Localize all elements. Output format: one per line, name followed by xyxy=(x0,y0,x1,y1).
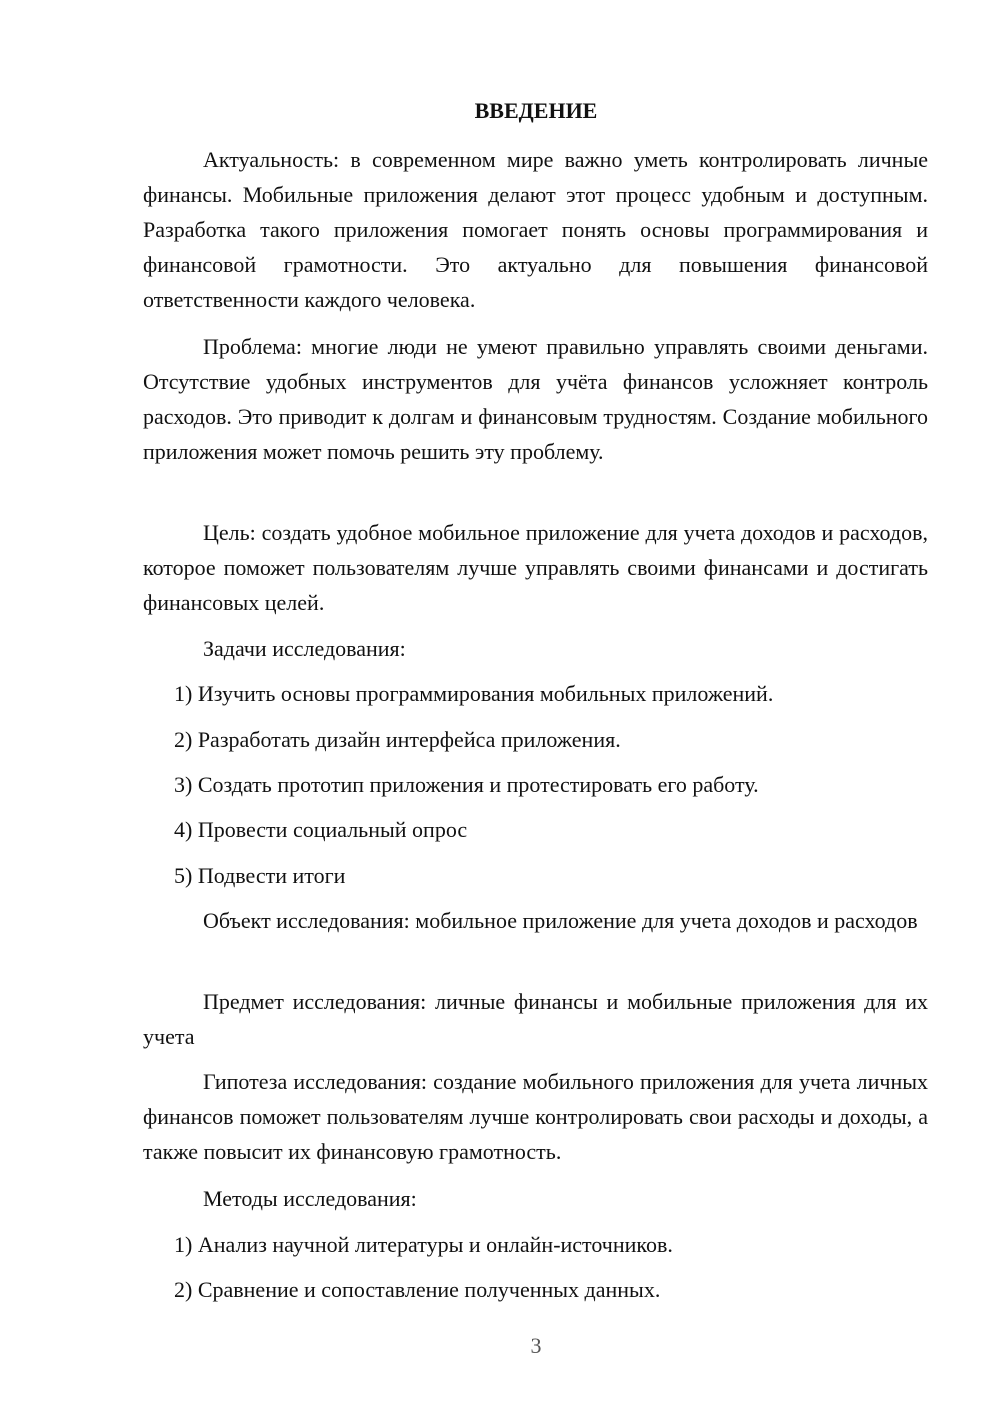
task-item: 2) Разработать дизайн интерфейса приложения. xyxy=(174,727,621,752)
tasks-heading: Задачи исследования: xyxy=(203,636,406,661)
task-item: 4) Провести социальный опрос xyxy=(174,817,468,842)
paragraph-relevance: Актуальность: в современном мире важно уметь контролировать личные финансы. Мобильные приложения делают этот процесс удобным и доступным. Разработка такого приложения помогает понять основы программирования и финансовой грамотности. Это актуально для повышения финансовой ответственности каждого человека. xyxy=(143,147,928,312)
paragraph-problem: Проблема: многие люди не умеют правильно управлять своими деньгами. Отсутствие удобных инструментов для учёта финансов усложняет контроль расходов. Это приводит к долгам и финансовым трудностям. Создание мобильного приложения может помочь решить эту проблему. xyxy=(143,334,928,464)
method-item: 1) Анализ научной литературы и онлайн-источников. xyxy=(174,1232,673,1257)
page-number: 3 xyxy=(530,1333,542,1358)
task-item: 3) Создать прототип приложения и протестировать его работу. xyxy=(174,772,759,797)
paragraph-hypothesis: Гипотеза исследования: создание мобильного приложения для учета личных финансов поможет пользователям лучше контролировать свои расходы и доходы, а также повысит их финансовую грамотность. xyxy=(143,1069,928,1164)
task-item: 1) Изучить основы программирования мобильных приложений. xyxy=(174,681,774,706)
paragraph-goal: Цель: создать удобное мобильное приложение для учета доходов и расходов, которое поможет пользователям лучше управлять своими финансами и достигать финансовых целей. xyxy=(143,520,928,615)
methods-heading: Методы исследования: xyxy=(203,1186,417,1211)
paragraph-object: Объект исследования: мобильное приложение для учета доходов и расходов xyxy=(203,908,918,933)
task-item: 5) Подвести итоги xyxy=(174,863,346,888)
section-title: ВВЕДЕНИЕ xyxy=(474,98,598,123)
method-item: 2) Сравнение и сопоставление полученных данных. xyxy=(174,1277,661,1302)
paragraph-subject: Предмет исследования: личные финансы и мобильные приложения для их учета xyxy=(143,989,928,1049)
